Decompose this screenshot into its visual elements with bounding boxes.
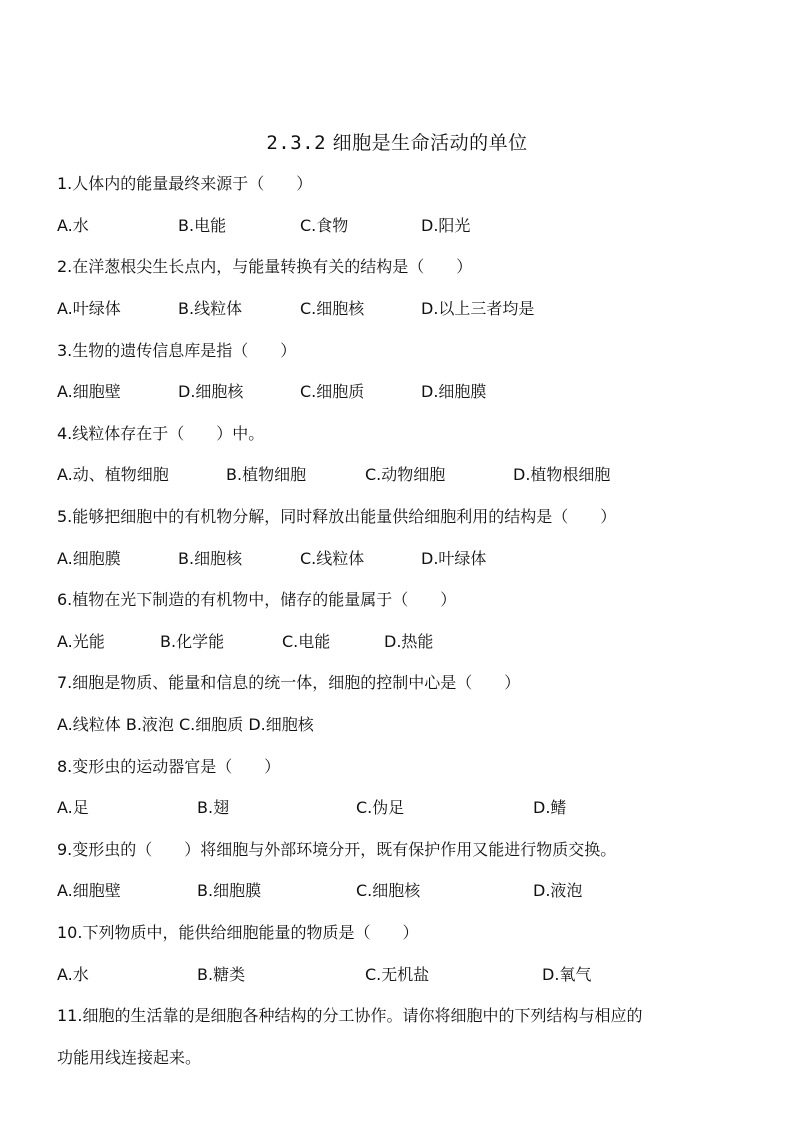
question-1-option-a: A.水 — [57, 216, 89, 235]
question-1-option-b: B.电能 — [178, 216, 227, 235]
question-6-stem: 6.植物在光下制造的有机物中，储存的能量属于（ ） — [57, 590, 457, 609]
question-7-options: A.线粒体 B.液泡 C.细胞质 D.细胞核 — [57, 715, 314, 734]
page-title — [0, 128, 794, 155]
question-11-stem-line-2: 功能用线连接起来。 — [57, 1048, 202, 1067]
question-4-stem: 4.线粒体存在于（ ）中。 — [57, 424, 265, 443]
question-3-option-c: C.细胞质 — [300, 382, 365, 401]
question-8-option-b: B.翅 — [197, 798, 230, 817]
question-2-option-c: C.细胞核 — [300, 299, 365, 318]
question-3-option-a: A.细胞壁 — [57, 382, 121, 401]
question-10-option-c: C.无机盐 — [365, 965, 430, 984]
question-5-stem: 5.能够把细胞中的有机物分解，同时释放出能量供给细胞利用的结构是（ ） — [57, 507, 617, 526]
question-2-stem: 2.在洋葱根尖生长点内，与能量转换有关的结构是（ ） — [57, 257, 473, 276]
question-4-option-c: C.动物细胞 — [365, 465, 446, 484]
question-5-option-b: B.细胞核 — [178, 549, 243, 568]
question-8-option-a: A.足 — [57, 798, 89, 817]
question-7-stem: 7.细胞是物质、能量和信息的统一体，细胞的控制中心是（ ） — [57, 673, 521, 692]
question-6-option-b: B.化学能 — [160, 632, 225, 651]
question-10-option-d: D.氧气 — [542, 965, 592, 984]
question-5-option-c: C.线粒体 — [300, 549, 365, 568]
title-number: 2.3.2 — [266, 132, 327, 154]
question-11-stem-line-1: 11.细胞的生活靠的是细胞各种结构的分工协作。请你将细胞中的下列结构与相应的 — [57, 1006, 643, 1025]
question-4-option-b: B.植物细胞 — [226, 465, 307, 484]
question-5-option-a: A.细胞膜 — [57, 549, 121, 568]
question-8-option-d: D.鳍 — [533, 798, 567, 817]
question-3-option-b: D.细胞核 — [178, 382, 244, 401]
question-2-option-b: B.线粒体 — [178, 299, 243, 318]
title-text: 细胞是生命活动的单位 — [332, 132, 528, 154]
question-6-option-d: D.热能 — [384, 632, 434, 651]
question-3-stem: 3.生物的遗传信息库是指（ ） — [57, 341, 297, 360]
question-4-option-a: A.动、植物细胞 — [57, 465, 169, 484]
question-2-option-a: A.叶绿体 — [57, 299, 121, 318]
question-1-stem: 1.人体内的能量最终来源于（ ） — [57, 174, 313, 193]
question-1-option-c: C.食物 — [300, 216, 349, 235]
question-9-option-c: C.细胞核 — [356, 881, 421, 900]
question-9-option-d: D.液泡 — [533, 881, 583, 900]
question-8-option-c: C.伪足 — [356, 798, 405, 817]
question-2-option-d: D.以上三者均是 — [421, 299, 535, 318]
question-10-option-b: B.糖类 — [197, 965, 246, 984]
question-4-option-d: D.植物根细胞 — [513, 465, 611, 484]
question-1-option-d: D.阳光 — [421, 216, 471, 235]
question-9-stem: 9.变形虫的（ ）将细胞与外部环境分开，既有保护作用又能进行物质交换。 — [57, 840, 617, 859]
question-9-option-b: B.细胞膜 — [197, 881, 262, 900]
question-5-option-d: D.叶绿体 — [421, 549, 487, 568]
question-6-option-a: A.光能 — [57, 632, 105, 651]
question-8-stem: 8.变形虫的运动器官是（ ） — [57, 757, 281, 776]
question-6-option-c: C.电能 — [282, 632, 331, 651]
question-9-option-a: A.细胞壁 — [57, 881, 121, 900]
question-10-stem: 10.下列物质中，能供给细胞能量的物质是（ ） — [57, 923, 419, 942]
question-10-option-a: A.水 — [57, 965, 89, 984]
question-3-option-d: D.细胞膜 — [421, 382, 487, 401]
